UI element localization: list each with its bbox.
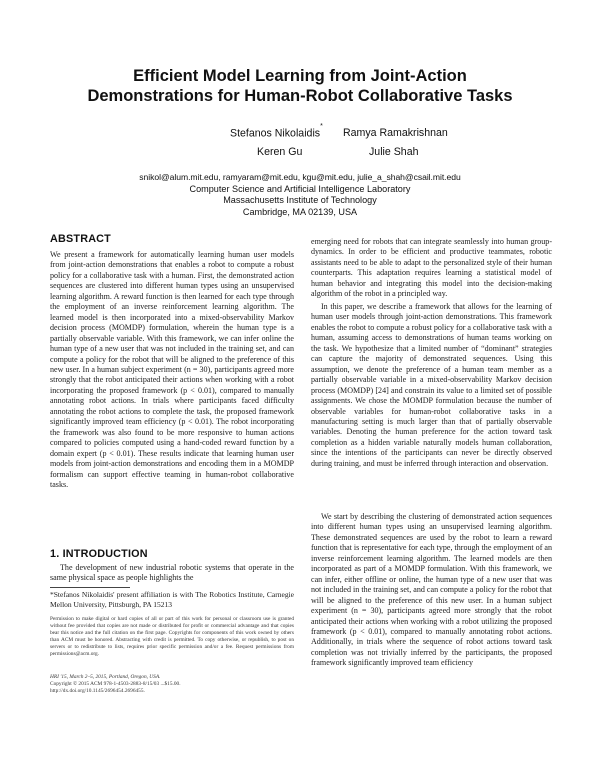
conference-text: HRI '15, March 2–5, 2015, Portland, Oregon, USA. bbox=[50, 674, 161, 680]
author-4: Julie Shah bbox=[369, 146, 419, 158]
author-2: Ramya Ramakrishnan bbox=[343, 127, 448, 139]
affiliation-footnote: *Stefanos Nikolaidis' present affiliation is with The Robotics Institute, Carnegie Mellon University, Pittsburgh, PA 15213 bbox=[50, 590, 294, 609]
title-line-1: Efficient Model Learning from Joint-Action bbox=[133, 67, 467, 85]
abstract-heading: ABSTRACT bbox=[50, 233, 111, 245]
right-paragraph-3: We start by describing the clustering of demonstrated action sequences into different human types using an unsupervised learning algorithm. These demonstrated sequences are used by the robot to learn a reward function that is representative for each type, through the employment of an inverse reinforcement learning algorithm. The learned models are then incorporated as part of a MOMDP formulation. With this framework, we can infer, either offline or online, the human type of a new user that was not included in the training set, and can compute a policy for the robot that will be aligned to the preference of this new user. In a human subject experiment (n = 30), participants agreed more strongly that the robot anticipated their actions when working with a robot utilizing the proposed framework (p < 0.01), compared to manually annotating robot actions. Additionally, in trials where the sequence of robot actions toward task completion was not trivially inferred by the participants, the proposed framework significantly improved team efficiency bbox=[311, 512, 552, 668]
copyright-line: Copyright © 2015 ACM 978-1-4503-2883-8/15/03 ...$15.00. bbox=[50, 681, 181, 687]
affiliation-city: Cambridge, MA 02139, USA bbox=[242, 206, 358, 217]
doi-line: http://dx.doi.org/10.1145/2696454.2696455. bbox=[50, 688, 145, 694]
affiliation-block bbox=[40, 172, 560, 218]
author-3: Keren Gu bbox=[257, 146, 303, 158]
author-1-footnote-mark: * bbox=[320, 123, 323, 130]
introduction-heading: 1. INTRODUCTION bbox=[50, 548, 148, 560]
affiliation-lab: Computer Science and Artificial Intelligence Laboratory bbox=[189, 183, 411, 194]
right-paragraph-1: emerging need for robots that can integrate seamlessly into human group-dynamics. In order to be efficient and productive teammates, robotic assistants need to be able to adapt to the personalized style of their human counterparts. This adaptation requires learning a statistical model of human behavior and integrating this model into the decision-making algorithm of the robot in a principled way. bbox=[311, 237, 552, 299]
author-1 bbox=[230, 123, 323, 140]
introduction-text: The development of new industrial robotic systems that operate in the same physical space as people highlights the bbox=[50, 563, 294, 583]
permission-notice: Permission to make digital or hard copies of all or part of this work for personal or classroom use is granted without fee provided that copies are not made or distributed for profit or commercial advantage and that copies bear this notice and the full citation on the first page. Copyrights for components of this work owned by others than ACM must be honored. Abstracting with credit is permitted. To copy otherwise, or republish, to post on servers or to redistribute to lists, requires prior specific permission and/or a fee. Request permissions from permissions@acm.org. bbox=[50, 616, 294, 657]
right-paragraph-2: In this paper, we describe a framework that allows for the learning of human user models through joint-action demonstrations. This framework enables the robot to compute a robust policy for a collaborative task with a human, assuming access to demonstrations of human teams working on the task. We hypothesize that a limited number of “dominant” strategies can capture the majority of demonstrated sequences. Using this assumption, we denote the preference of a human team member as a partially observable variable in a mixed-observability Markov decision process (MOMDP) [24] and constrain its value to a limited set of possible assignments. We chose the MOMDP formulation because the number of observable variables for human-robot collaborative tasks in a manufacturing setting is much larger than that of partially observable variables. Denoting the human preference for the action toward task completion as a hidden variable naturally models human collaboration, since the intentions of the participants can never be directly observed during training, and must be inferred through interaction and observation. bbox=[311, 302, 552, 468]
author-emails: snikol@alum.mit.edu, ramyaram@mit.edu, kgu@mit.edu, julie_a_shah@csail.mit.edu bbox=[139, 172, 461, 182]
author-1-name: Stefanos Nikolaidis bbox=[230, 127, 321, 140]
abstract-text: We present a framework for automatically learning human user models from joint-action demonstrations that enables a robot to compute a robust policy for a collaborative task with a human. First, the demonstrated action sequences are clustered into different human types using an unsupervised learning algorithm. A reward function is then learned for each type through the employment of an inverse reinforcement learning algorithm. The learned model is then incorporated into a mixed-observability Markov decision process (MOMDP) formulation, wherein the human type is a partially observable variable. With this framework, we can infer online the human type of a new user that was not included in the training set, and can compute a policy for the robot that will be aligned to the preference of this new user. In a human subject experiment (n = 30), participants agreed more strongly that the robot anticipated their actions when working with a robot incorporating the proposed framework (p < 0.01), compared to manually annotating robot actions. In trials where participants faced difficulty annotating the robot actions to complete the task, the proposed framework significantly improved team efficiency (p < 0.01). The robot incorporating the framework was also found to be more responsive to human actions compared to policies computed using a hand-coded reward function by a domain expert (p < 0.01). These results indicate that learning human user models from joint-action demonstrations and encoding them in a MOMDP formalism can support effective teaming in human-robot collaborative tasks. bbox=[50, 250, 294, 489]
paper-title bbox=[40, 66, 560, 106]
affiliation-institute: Massachusetts Institute of Technology bbox=[223, 195, 377, 205]
footnote-divider bbox=[50, 587, 130, 588]
title-line-2: Demonstrations for Human-Robot Collaborative Tasks bbox=[87, 87, 513, 105]
conference-line bbox=[50, 674, 294, 681]
